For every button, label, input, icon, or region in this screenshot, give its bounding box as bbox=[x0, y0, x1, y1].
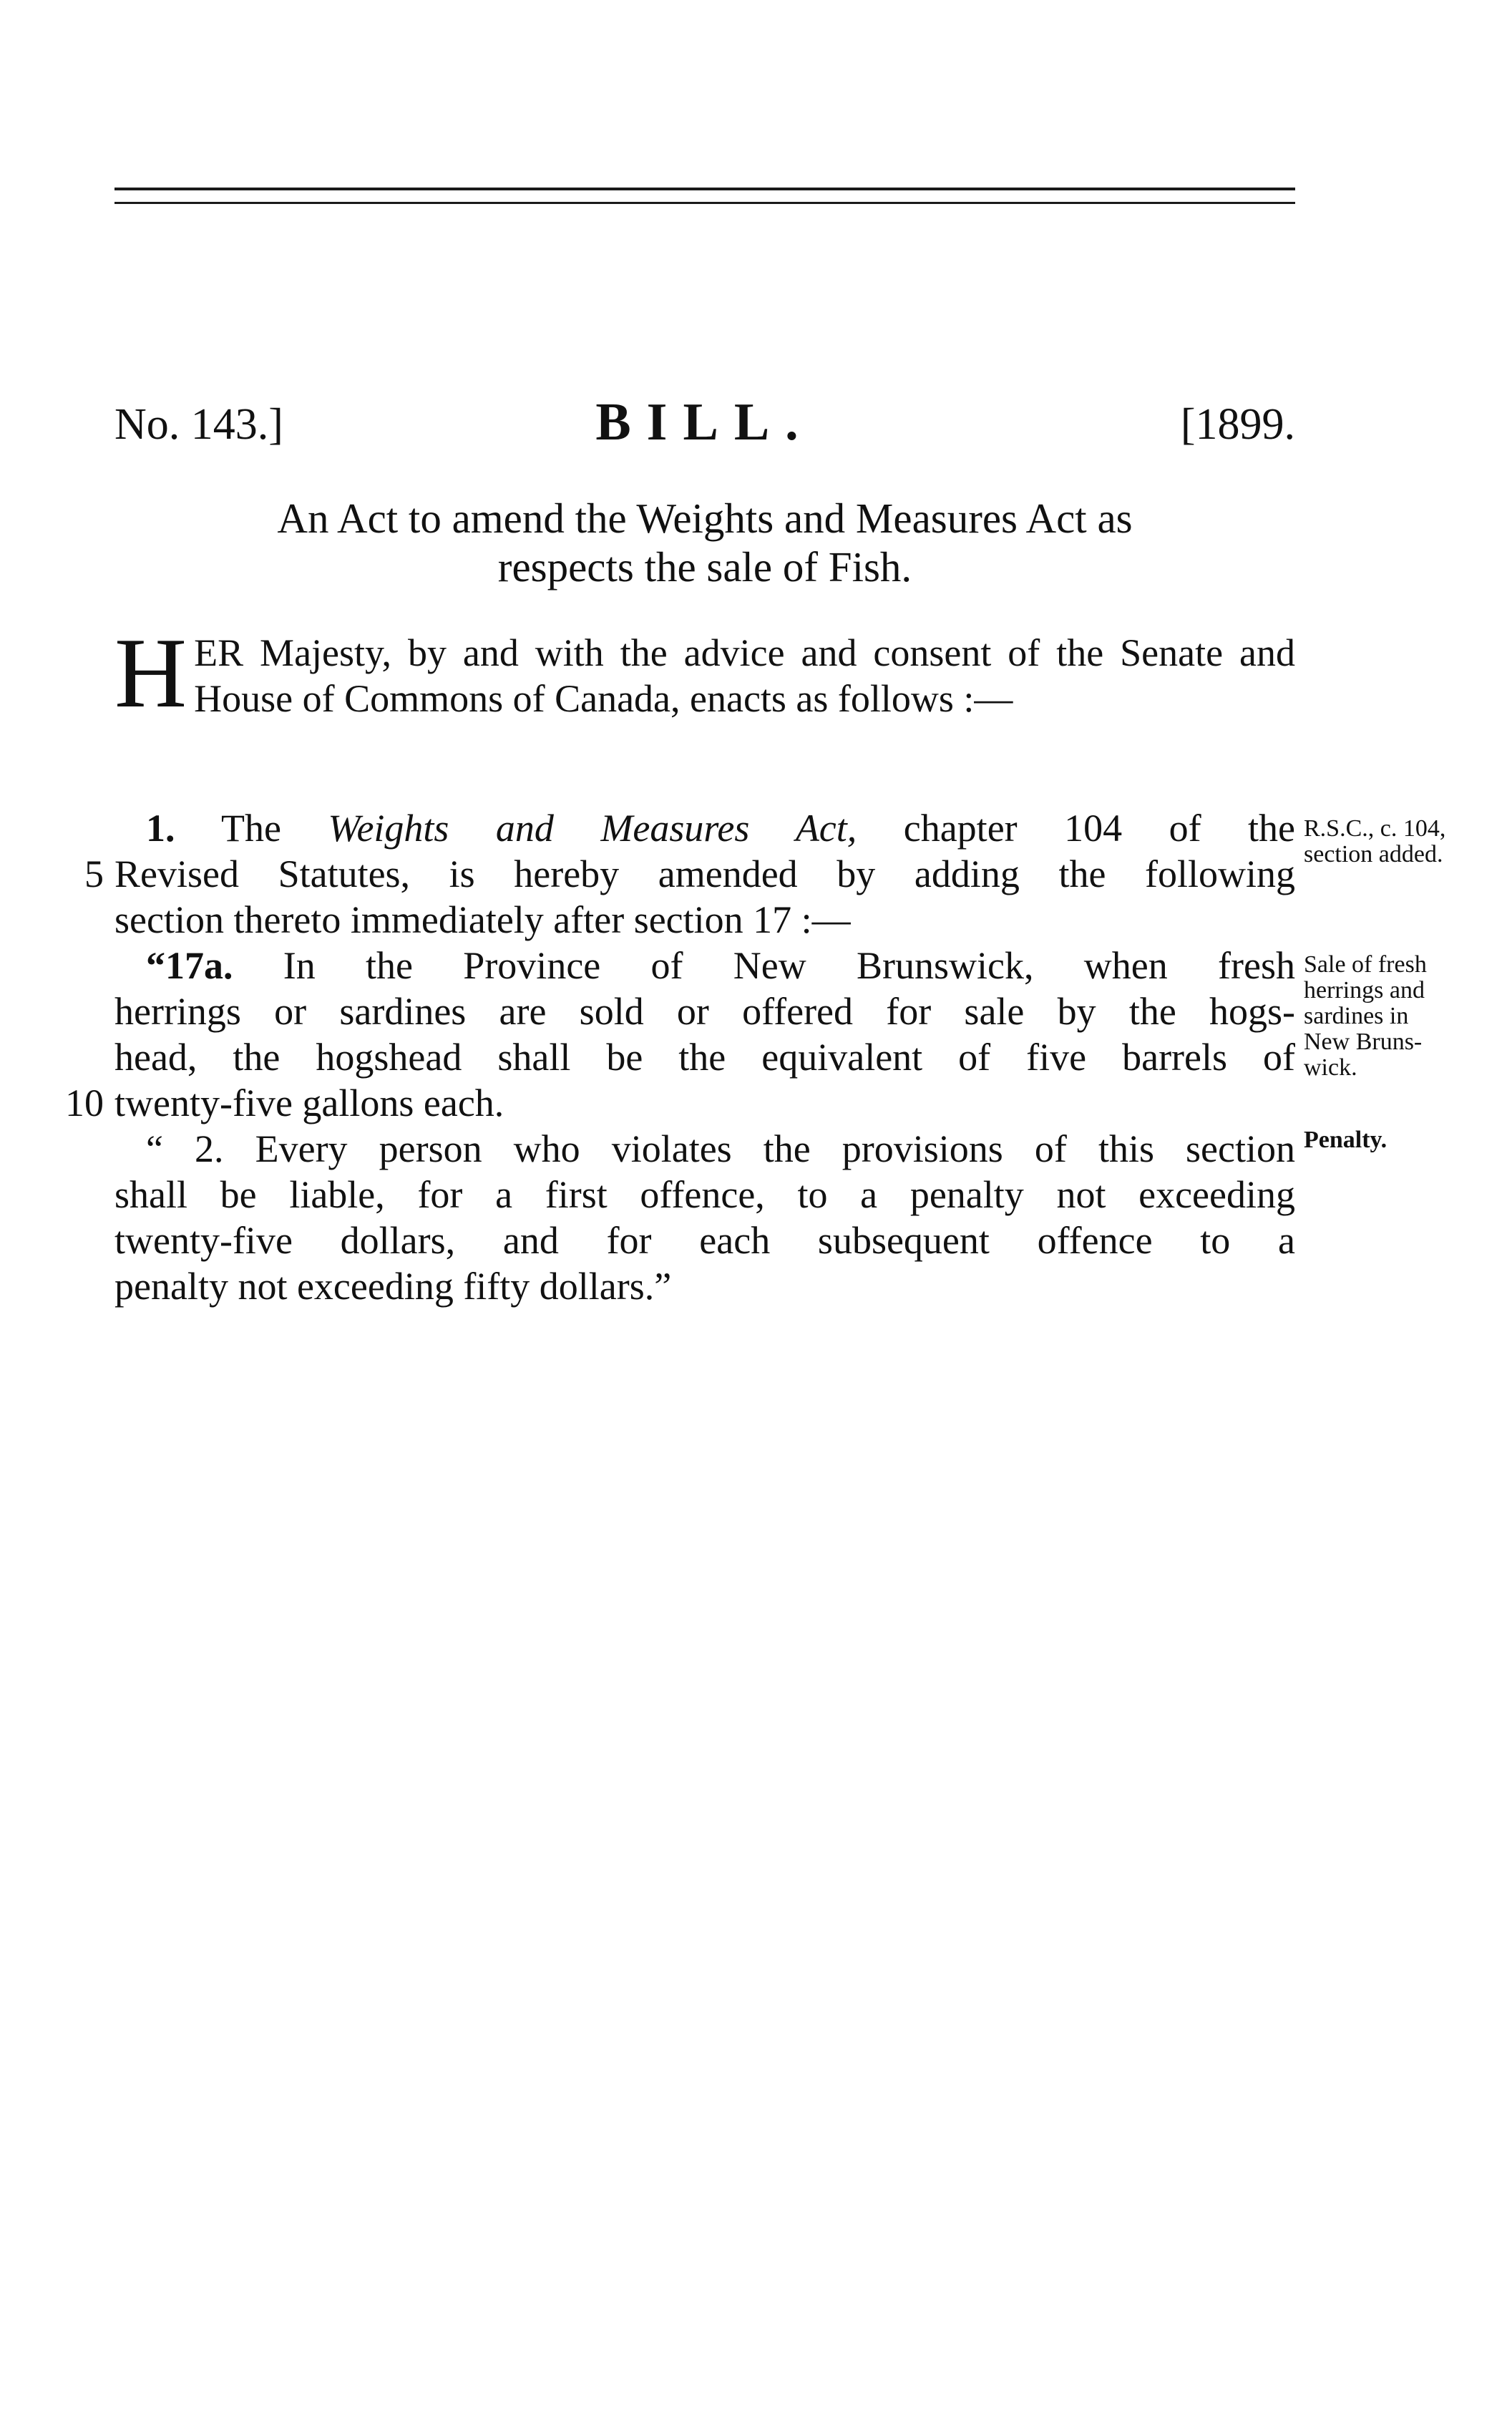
section-1-pre: The bbox=[221, 807, 281, 850]
marginal-note-sale-line-2: herrings and bbox=[1304, 977, 1425, 1004]
marginal-note-rsc-line-1: R.S.C., c. 104, bbox=[1304, 815, 1446, 842]
act-title-line-2: respects the sale of Fish. bbox=[497, 543, 912, 591]
line-number-10: 10 bbox=[65, 1082, 104, 1124]
marginal-note-penalty: Penalty. bbox=[1304, 1127, 1387, 1153]
marginal-note-sale-line-5: wick. bbox=[1304, 1054, 1357, 1081]
section-1-line-1-rest: chapter 104 of the bbox=[903, 807, 1295, 850]
section-1-line-3: section thereto immediately after section 17 :— bbox=[114, 898, 851, 941]
section-17a-line-4: twenty-five gallons each. bbox=[114, 1082, 504, 1124]
top-rule bbox=[114, 188, 1295, 190]
section-1-line-2: Revised Statutes, is hereby amended by adding the following bbox=[114, 852, 1295, 895]
section-1-number: 1. bbox=[146, 807, 175, 850]
drop-cap: H bbox=[114, 618, 187, 729]
section-17a-line-1-text: In the Province of New Brunswick, when fresh bbox=[283, 944, 1295, 987]
subsection-2-line-2: shall be liable, for a first offence, to a penalty not exceeding bbox=[114, 1173, 1295, 1216]
bill-header bbox=[114, 392, 1295, 457]
marginal-note-sale-line-4: New Bruns- bbox=[1304, 1029, 1423, 1055]
section-1-act-name: Weights and Measures Act, bbox=[328, 807, 857, 850]
marginal-note-sale-line-1: Sale of fresh bbox=[1304, 951, 1427, 978]
subsection-2-line-1: “ 2. Every person who violates the provisions of this section bbox=[146, 1127, 1295, 1170]
act-title-line-1: An Act to amend the Weights and Measures Act as bbox=[277, 495, 1133, 542]
enacting-clause bbox=[114, 618, 1295, 729]
marginal-note-sale bbox=[1304, 952, 1476, 1081]
bill-number: No. 143.] bbox=[114, 400, 283, 449]
act-title bbox=[114, 494, 1295, 591]
line-number-5: 5 bbox=[84, 852, 104, 895]
marginal-note-rsc bbox=[1304, 816, 1476, 868]
marginal-note-rsc-line-2: section added. bbox=[1304, 841, 1443, 868]
section-17a-line-3: head, the hogshead shall be the equivalent of five barrels of bbox=[114, 1036, 1295, 1079]
bill-body bbox=[114, 805, 1295, 1309]
bill-heading: BILL. bbox=[595, 393, 814, 452]
subsection-2-line-4: penalty not exceeding fifty dollars.” bbox=[114, 1265, 672, 1308]
section-17a-label: “17a. bbox=[146, 944, 233, 987]
top-rule-thin bbox=[114, 202, 1295, 204]
marginal-note-sale-line-3: sardines in bbox=[1304, 1003, 1409, 1029]
bill-year: [1899. bbox=[1180, 400, 1295, 449]
subsection-2-line-3: twenty-five dollars, and for each subsequent offence to a bbox=[114, 1219, 1295, 1262]
section-17a-line-2: herrings or sardines are sold or offered for sale by the hogs- bbox=[114, 990, 1295, 1033]
section-17a-line-1 bbox=[114, 943, 1295, 988]
section-1-line-1 bbox=[114, 805, 1295, 851]
enacting-clause-text: ER Majesty, by and with the advice and consent of the Senate and House of Commons of Canada, enacts as follows :— bbox=[194, 631, 1295, 720]
